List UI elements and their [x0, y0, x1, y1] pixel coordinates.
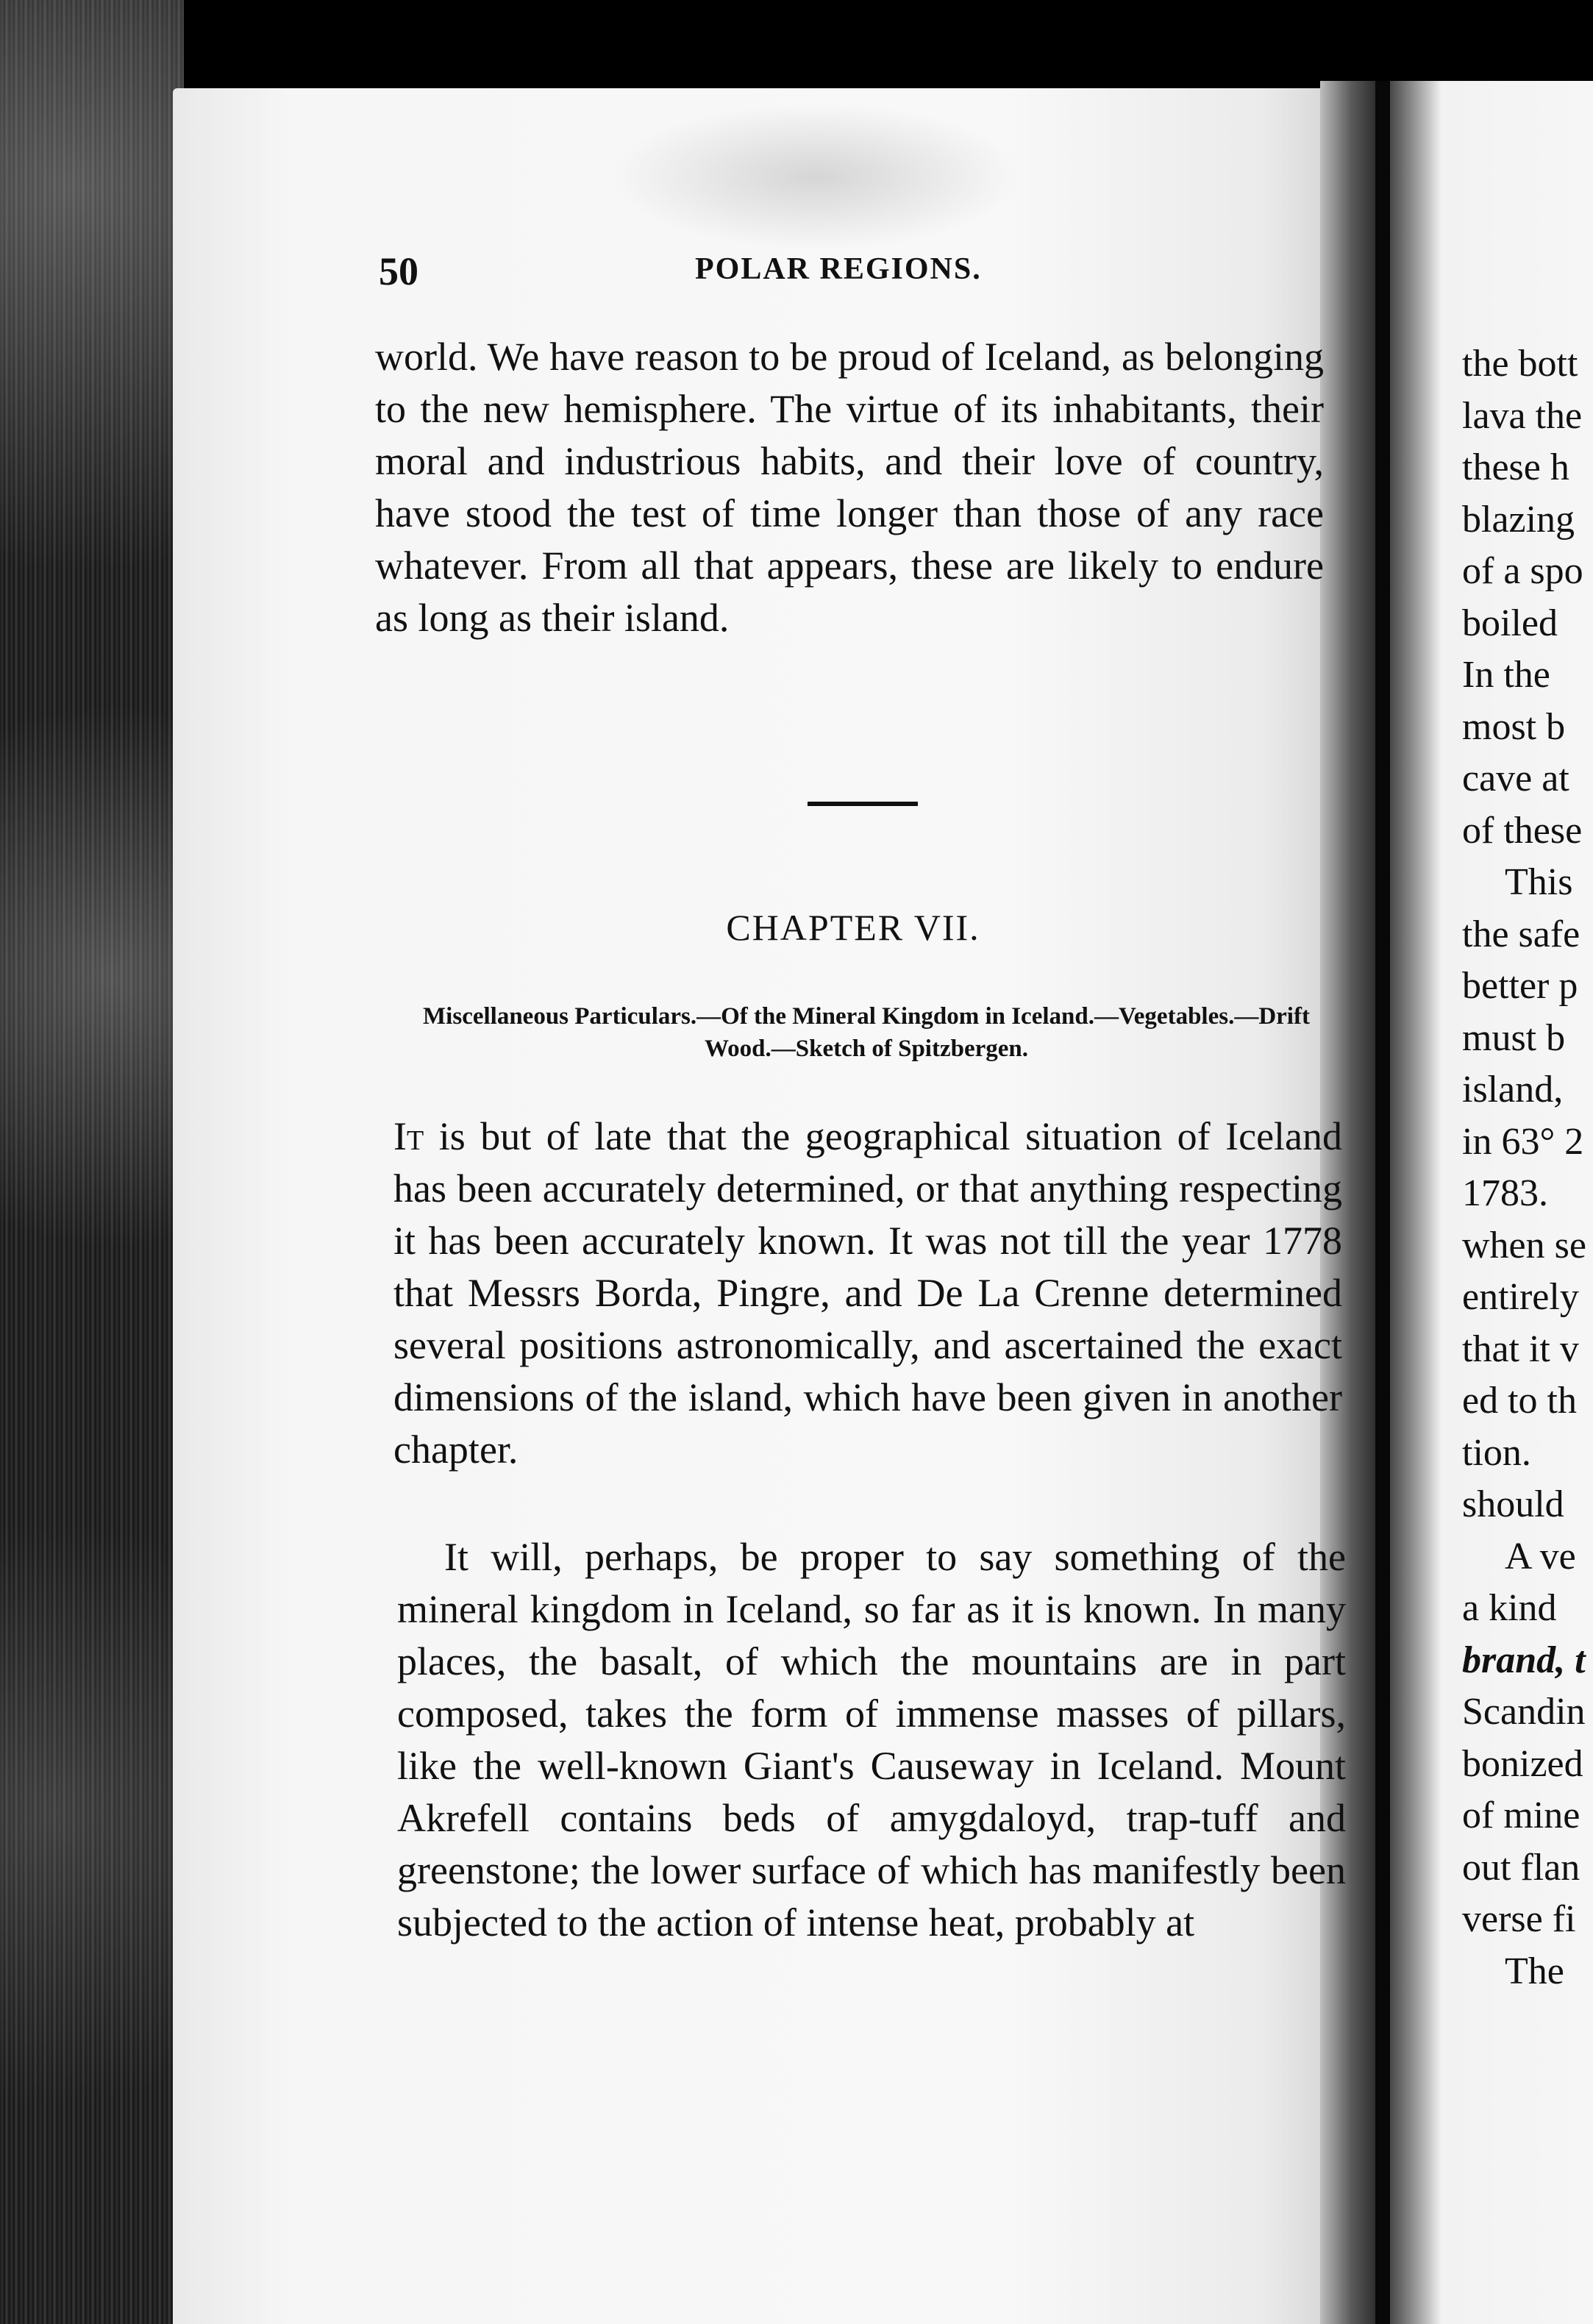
running-title: POLAR REGIONS.: [695, 252, 982, 286]
next-page-line: ed to th: [1462, 1380, 1577, 1422]
next-page-line: of these: [1462, 809, 1583, 852]
next-page-line: A ve: [1505, 1535, 1576, 1578]
next-page-line: Scandin: [1462, 1691, 1586, 1733]
next-page-line: lava the: [1462, 394, 1583, 437]
page-number: 50: [379, 249, 418, 293]
next-page-line: the bott: [1462, 343, 1578, 385]
paragraph-2-text: It will, perhaps, be proper to say something of the mineral kingdom in Iceland, so far as it is known. In many places, the basalt, of which the mountains are in part composed, takes the form of immense masses of pillars, like the well-known Giant's Causeway in Iceland. Mount Akrefell contains beds of amygdaloyd, trap-tuff and greenstone; the lower surface of which has manifestly been subjected to the action of intense heat, probably at: [397, 1535, 1346, 1945]
next-page-line: brand, t: [1462, 1639, 1586, 1681]
next-page-line: 1783.: [1462, 1172, 1548, 1214]
next-page-line: boiled: [1462, 602, 1558, 644]
next-page-line: of mine: [1462, 1794, 1580, 1836]
next-page-line: The: [1505, 1950, 1564, 1992]
next-page-line: should: [1462, 1483, 1564, 1525]
next-page-line: blazing: [1462, 498, 1575, 541]
next-page-line: verse fi: [1462, 1898, 1576, 1940]
chapter-summary: Miscellaneous Particulars.—Of the Mineral Kingdom in Iceland.—Vegetables.—Drift Wood.—Sketch of Spitzbergen.: [423, 1003, 1310, 1062]
running-header: [379, 249, 1328, 300]
next-page-line: a kind: [1462, 1587, 1557, 1629]
next-page-line: the safe: [1462, 913, 1580, 955]
next-page-line: island,: [1462, 1069, 1564, 1111]
next-page-line: tion.: [1462, 1431, 1531, 1474]
next-page-line: In the: [1462, 654, 1550, 696]
gutter-shadow: [1375, 81, 1441, 2324]
next-page-line: of a spo: [1462, 550, 1583, 592]
next-page-line: must b: [1462, 1016, 1566, 1059]
next-page-line: most b: [1462, 705, 1566, 748]
next-page-line: cave at: [1462, 758, 1569, 799]
paper-stain: [610, 103, 1022, 250]
section-rule: [808, 802, 918, 806]
next-page-line: in 63° 2: [1462, 1120, 1584, 1163]
paragraph-lead: It: [393, 1114, 424, 1158]
next-page-line: bonized: [1462, 1742, 1583, 1785]
next-page-line: entirely: [1462, 1276, 1579, 1318]
paragraph-1-text: is but of late that the geographical situation of Iceland has been accurately determined, or that anything respecting it has been accurately known. It was not till the year 1778 that Messrs Borda, Pingre, and De La Crenne determined several positions astronomically, and ascertained the exact dimensions of the island, which have been given in another chapter.: [393, 1114, 1343, 1472]
paragraph-1: [393, 1111, 1342, 1476]
next-page-line: when se: [1462, 1224, 1586, 1266]
chapter-title: CHAPTER VII.: [726, 907, 980, 948]
next-page-line: that it v: [1462, 1327, 1579, 1370]
next-page-line: better p: [1462, 965, 1578, 1007]
next-page-line: This: [1505, 861, 1573, 903]
top-paragraph: world. We have reason to be proud of Iceland, as belonging to the new hemisphere. The virtue of its inhabitants, their moral and industrious habits, and their love of country, have stood the test of time longer than those of any race whatever. From all that appears, these are likely to endure as long as their island.: [375, 335, 1324, 640]
next-page-line: out flan: [1462, 1846, 1580, 1889]
page-edge-texture: [0, 0, 184, 2324]
paragraph-2: [397, 1531, 1346, 1949]
next-page-line: these h: [1462, 446, 1569, 488]
next-page-text: [1462, 338, 1593, 1997]
